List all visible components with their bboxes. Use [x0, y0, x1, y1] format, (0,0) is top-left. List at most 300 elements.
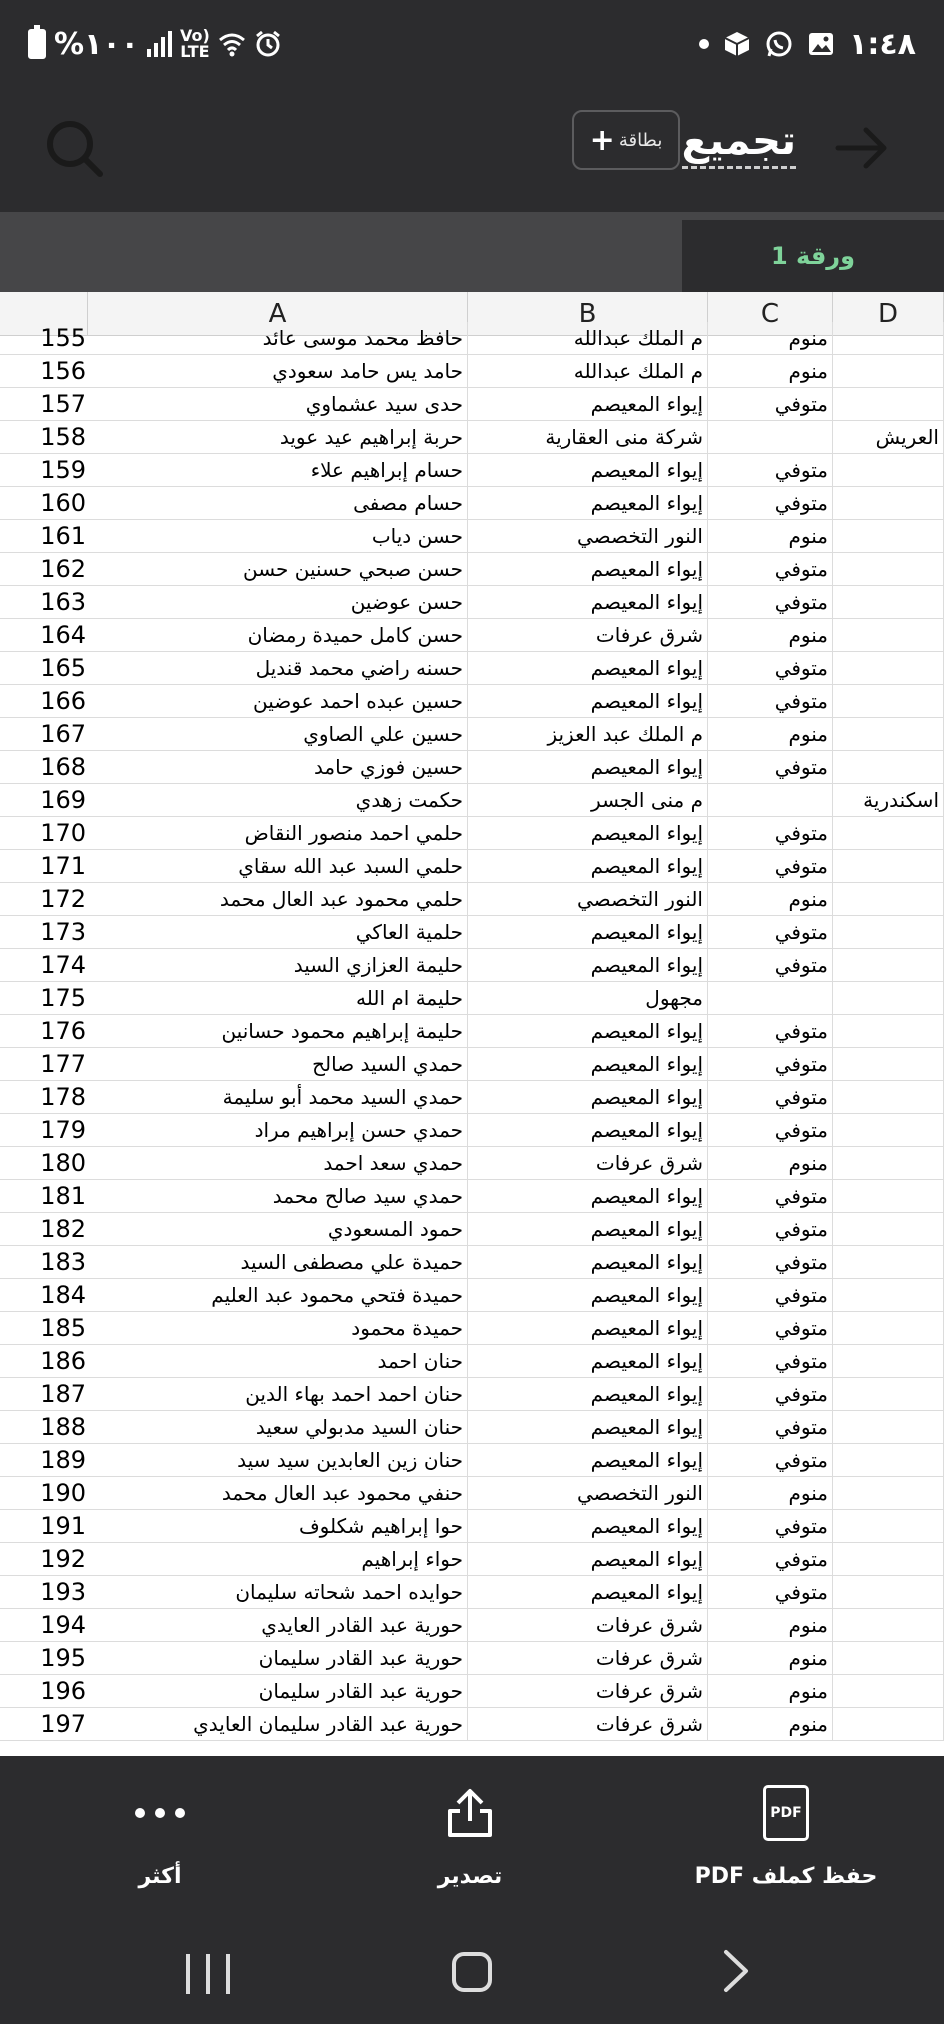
table-row [0, 652, 944, 685]
spreadsheet-grid[interactable] [0, 292, 944, 1756]
cell-b[interactable]: إيواء المعيصم [468, 1444, 708, 1477]
cell-c[interactable]: منوم [708, 355, 833, 388]
cell-c[interactable]: منوم [708, 619, 833, 652]
cell-a[interactable]: حمدي سعد احمد [88, 1147, 468, 1180]
table-row [0, 1576, 944, 1609]
cell-b[interactable]: إيواء المعيصم [468, 1081, 708, 1114]
cell-a[interactable]: حافظ محمد موسى عائد [88, 322, 468, 355]
cell-d[interactable] [833, 388, 944, 421]
row-number[interactable]: 159 [0, 454, 88, 487]
row-number[interactable]: 196 [0, 1675, 88, 1708]
cell-c[interactable]: منوم [708, 520, 833, 553]
table-row [0, 784, 944, 817]
cell-a[interactable]: حسن عوضين [88, 586, 468, 619]
cell-b[interactable]: النور التخصصي [468, 520, 708, 553]
cell-c[interactable]: متوفي [708, 1048, 833, 1081]
cell-d[interactable] [833, 751, 944, 784]
table-row [0, 1345, 944, 1378]
cell-d[interactable] [833, 1609, 944, 1642]
row-number[interactable]: 155 [0, 322, 88, 355]
pdf-file-icon: PDF [763, 1785, 809, 1841]
table-row [0, 883, 944, 916]
table-row [0, 322, 944, 355]
cell-d[interactable] [833, 322, 944, 355]
cell-b[interactable]: شركة منى العقارية [468, 421, 708, 454]
row-number[interactable]: 168 [0, 751, 88, 784]
table-row [0, 949, 944, 982]
cell-d[interactable] [833, 1147, 944, 1180]
status-right [699, 24, 916, 64]
row-number[interactable]: 193 [0, 1576, 88, 1609]
battery-percent: %١٠٠ [54, 26, 139, 62]
cell-b[interactable]: شرق عرفات [468, 1675, 708, 1708]
cell-b[interactable]: إيواء المعيصم [468, 388, 708, 421]
column-header-c[interactable]: C [708, 292, 833, 336]
cell-a[interactable]: حكمت زهدي [88, 784, 468, 817]
cell-c[interactable] [708, 421, 833, 454]
page-title[interactable]: تجميع [682, 116, 796, 169]
cell-b[interactable]: إيواء المعيصم [468, 1345, 708, 1378]
arrow-right-icon[interactable] [830, 116, 894, 180]
cell-b[interactable]: شرق عرفات [468, 1147, 708, 1180]
cell-b[interactable]: إيواء المعيصم [468, 1543, 708, 1576]
table-row [0, 718, 944, 751]
table-row [0, 1378, 944, 1411]
cell-a[interactable]: حلمي احمد منصور النقاض [88, 817, 468, 850]
cell-d[interactable] [833, 1477, 944, 1510]
cell-a[interactable]: حورية عبد القادر سليمان [88, 1675, 468, 1708]
row-number[interactable]: 184 [0, 1279, 88, 1312]
row-number[interactable]: 161 [0, 520, 88, 553]
more-dots-icon [135, 1808, 185, 1818]
table-row [0, 1246, 944, 1279]
plus-icon: + [589, 122, 615, 158]
table-row [0, 850, 944, 883]
cell-c[interactable]: متوفي [708, 751, 833, 784]
table-row [0, 751, 944, 784]
row-number[interactable]: 186 [0, 1345, 88, 1378]
cell-c[interactable]: متوفي [708, 1543, 833, 1576]
cell-a[interactable]: حنان احمد احمد بهاء الدين [88, 1378, 468, 1411]
battery-icon [28, 29, 46, 59]
cell-d[interactable] [833, 1675, 944, 1708]
row-number[interactable]: 176 [0, 1015, 88, 1048]
row-number[interactable]: 195 [0, 1642, 88, 1675]
table-row [0, 1279, 944, 1312]
cell-c[interactable]: متوفي [708, 1444, 833, 1477]
cell-c[interactable]: متوفي [708, 1345, 833, 1378]
cell-d[interactable] [833, 1543, 944, 1576]
row-number[interactable]: 197 [0, 1708, 88, 1741]
table-row [0, 817, 944, 850]
row-number[interactable]: 172 [0, 883, 88, 916]
table-row [0, 685, 944, 718]
home-icon[interactable] [452, 1952, 492, 1992]
wifi-icon [218, 30, 246, 58]
cell-c[interactable]: متوفي [708, 1246, 833, 1279]
alarm-icon [254, 30, 282, 58]
cell-b[interactable]: إيواء المعيصم [468, 1246, 708, 1279]
more-label: أكثر [138, 1864, 182, 1889]
cell-c[interactable] [708, 784, 833, 817]
cell-a[interactable]: حسن دياب [88, 520, 468, 553]
cell-d[interactable] [833, 1114, 944, 1147]
cell-b[interactable]: إيواء المعيصم [468, 1015, 708, 1048]
table-row [0, 1708, 944, 1741]
sheet-tab-bar [0, 212, 944, 292]
notification-dot-icon [699, 39, 709, 49]
row-number[interactable]: 177 [0, 1048, 88, 1081]
column-header-a[interactable]: A [88, 292, 468, 336]
clock: ١:٤٨ [849, 26, 916, 62]
cell-b[interactable]: إيواء المعيصم [468, 916, 708, 949]
cell-b[interactable]: شرق عرفات [468, 1642, 708, 1675]
row-number[interactable]: 185 [0, 1312, 88, 1345]
cell-d[interactable] [833, 1510, 944, 1543]
cell-a[interactable]: حلمي محمود عبد العال محمد [88, 883, 468, 916]
cell-a[interactable]: حسين عبده احمد عوضين [88, 685, 468, 718]
cell-b[interactable]: إيواء المعيصم [468, 817, 708, 850]
cell-d[interactable] [833, 1015, 944, 1048]
cell-d[interactable] [833, 1279, 944, 1312]
table-row [0, 1642, 944, 1675]
cell-c[interactable]: متوفي [708, 850, 833, 883]
cell-b[interactable]: إيواء المعيصم [468, 1576, 708, 1609]
table-row [0, 388, 944, 421]
cell-a[interactable]: حوايده احمد شحاته سليمان [88, 1576, 468, 1609]
cell-b[interactable]: إيواء المعيصم [468, 586, 708, 619]
cell-d[interactable] [833, 553, 944, 586]
cell-b[interactable]: إيواء المعيصم [468, 1180, 708, 1213]
cell-d[interactable] [833, 355, 944, 388]
row-number[interactable]: 182 [0, 1213, 88, 1246]
table-row [0, 916, 944, 949]
cell-c[interactable]: متوفي [708, 1180, 833, 1213]
app-header [0, 88, 944, 212]
cell-c[interactable]: متوفي [708, 586, 833, 619]
tab-sheet-1[interactable]: ورقة 1 [682, 220, 944, 292]
cell-a[interactable]: حوا إبراهيم شكلوف [88, 1510, 468, 1543]
row-number[interactable]: 169 [0, 784, 88, 817]
cell-a[interactable]: حنفي محمود عبد العال محمد [88, 1477, 468, 1510]
table-row [0, 1048, 944, 1081]
status-bar [0, 0, 944, 88]
cell-c[interactable]: منوم [708, 1642, 833, 1675]
cell-a[interactable]: حسام إبراهيم علاء [88, 454, 468, 487]
cell-b[interactable]: إيواء المعيصم [468, 454, 708, 487]
row-number[interactable]: 181 [0, 1180, 88, 1213]
row-number[interactable]: 173 [0, 916, 88, 949]
cell-d[interactable] [833, 982, 944, 1015]
signal-icon [147, 31, 172, 57]
cell-d[interactable] [833, 1378, 944, 1411]
cell-b[interactable]: إيواء المعيصم [468, 1378, 708, 1411]
cell-c[interactable]: متوفي [708, 553, 833, 586]
cell-a[interactable]: حليمة العزازي السيد [88, 949, 468, 982]
cell-a[interactable]: حمدي السيد صالح [88, 1048, 468, 1081]
cell-b[interactable]: إيواء المعيصم [468, 1312, 708, 1345]
table-row [0, 1477, 944, 1510]
cell-c[interactable]: متوفي [708, 1114, 833, 1147]
row-number[interactable]: 170 [0, 817, 88, 850]
cell-a[interactable]: حميدة علي مصطفى السيد [88, 1246, 468, 1279]
cell-c[interactable]: منوم [708, 322, 833, 355]
cell-d[interactable] [833, 1642, 944, 1675]
table-row [0, 1510, 944, 1543]
cell-a[interactable]: حمدي حسن إبراهيم مراد [88, 1114, 468, 1147]
cell-d[interactable] [833, 916, 944, 949]
whatsapp-icon [765, 30, 793, 58]
bottom-toolbar [0, 1756, 944, 1916]
cell-a[interactable]: حنان السيد مدبولي سعيد [88, 1411, 468, 1444]
cell-c[interactable]: متوفي [708, 652, 833, 685]
cell-c[interactable]: منوم [708, 1609, 833, 1642]
cell-d[interactable] [833, 586, 944, 619]
cell-b[interactable]: إيواء المعيصم [468, 751, 708, 784]
cell-b[interactable]: إيواء المعيصم [468, 685, 708, 718]
row-number[interactable]: 156 [0, 355, 88, 388]
table-row [0, 1312, 944, 1345]
row-number[interactable]: 164 [0, 619, 88, 652]
search-icon[interactable] [40, 114, 108, 182]
cell-d[interactable] [833, 487, 944, 520]
cell-a[interactable]: حسام مصفى [88, 487, 468, 520]
cell-b[interactable]: إيواء المعيصم [468, 1213, 708, 1246]
cell-a[interactable]: حربة إبراهيم عيد عويد [88, 421, 468, 454]
cell-d[interactable] [833, 1345, 944, 1378]
cell-a[interactable]: حنان زين العابدين سيد سيد [88, 1444, 468, 1477]
cell-d[interactable] [833, 619, 944, 652]
save-as-pdf-label: حفظ كملف PDF [694, 1864, 878, 1889]
row-number[interactable]: 158 [0, 421, 88, 454]
cell-b[interactable]: إيواء المعيصم [468, 1411, 708, 1444]
network-indicator: Vo) LTE [180, 26, 210, 61]
row-number[interactable]: 171 [0, 850, 88, 883]
column-header-b[interactable]: B [468, 292, 708, 336]
table-row [0, 619, 944, 652]
cell-a[interactable]: حسنه راضي محمد قنديل [88, 652, 468, 685]
row-number[interactable]: 190 [0, 1477, 88, 1510]
nav-back-icon[interactable] [716, 1946, 756, 1996]
add-card-label: بطاقة [618, 129, 663, 151]
cell-c[interactable]: متوفي [708, 1015, 833, 1048]
cell-a[interactable]: حورية عبد القادر سليمان [88, 1642, 468, 1675]
cell-b[interactable]: مجهول [468, 982, 708, 1015]
cell-d[interactable] [833, 850, 944, 883]
cell-c[interactable]: متوفي [708, 949, 833, 982]
cell-a[interactable]: حليمة ام الله [88, 982, 468, 1015]
table-row [0, 355, 944, 388]
row-number[interactable]: 160 [0, 487, 88, 520]
table-row [0, 586, 944, 619]
cell-d[interactable] [833, 1048, 944, 1081]
cell-a[interactable]: حورية عبد القادر سليمان العايدي [88, 1708, 468, 1741]
cell-a[interactable]: حامد يس حامد سعودي [88, 355, 468, 388]
row-number[interactable]: 179 [0, 1114, 88, 1147]
table-row [0, 982, 944, 1015]
cell-c[interactable]: منوم [708, 718, 833, 751]
cell-a[interactable]: حدى سيد عشماوي [88, 388, 468, 421]
cell-a[interactable]: حورية عبد القادر العايدي [88, 1609, 468, 1642]
cell-c[interactable]: متوفي [708, 1576, 833, 1609]
cell-b[interactable]: إيواء المعيصم [468, 652, 708, 685]
cell-a[interactable]: حمود المسعودي [88, 1213, 468, 1246]
table-row [0, 1081, 944, 1114]
cell-b[interactable]: إيواء المعيصم [468, 1114, 708, 1147]
table-row [0, 520, 944, 553]
table-row [0, 1147, 944, 1180]
row-number[interactable]: 157 [0, 388, 88, 421]
cell-a[interactable]: حميدة محمود [88, 1312, 468, 1345]
row-number[interactable]: 189 [0, 1444, 88, 1477]
table-row [0, 1444, 944, 1477]
export-label: تصدير [437, 1864, 503, 1889]
status-left [28, 24, 282, 64]
row-number[interactable]: 178 [0, 1081, 88, 1114]
table-row [0, 1015, 944, 1048]
cell-c[interactable]: متوفي [708, 388, 833, 421]
cell-b[interactable]: شرق عرفات [468, 1708, 708, 1741]
cell-c[interactable]: متوفي [708, 454, 833, 487]
cell-a[interactable]: حمدي السيد محمد أبو سليمة [88, 1081, 468, 1114]
cell-d[interactable]: العريش [833, 421, 944, 454]
cell-d[interactable] [833, 652, 944, 685]
cell-b[interactable]: م الملك عبد العزيز [468, 718, 708, 751]
cell-b[interactable]: شرق عرفات [468, 619, 708, 652]
table-row [0, 421, 944, 454]
row-number[interactable]: 165 [0, 652, 88, 685]
cell-b[interactable]: إيواء المعيصم [468, 1279, 708, 1312]
row-number[interactable]: 175 [0, 982, 88, 1015]
row-number[interactable]: 167 [0, 718, 88, 751]
cell-c[interactable]: منوم [708, 1675, 833, 1708]
cell-d[interactable] [833, 1180, 944, 1213]
package-icon [723, 30, 751, 58]
table-row [0, 1180, 944, 1213]
cell-c[interactable] [708, 982, 833, 1015]
cell-c[interactable]: منوم [708, 1708, 833, 1741]
cell-c[interactable]: متوفي [708, 1378, 833, 1411]
row-number[interactable]: 166 [0, 685, 88, 718]
cell-a[interactable]: حميدة فتحي محمود عبد العليم [88, 1279, 468, 1312]
table-row [0, 1609, 944, 1642]
cell-b[interactable]: إيواء المعيصم [468, 487, 708, 520]
cell-a[interactable]: حواء إبراهيم [88, 1543, 468, 1576]
save-as-pdf-button[interactable] [686, 1756, 886, 1916]
cell-b[interactable]: إيواء المعيصم [468, 949, 708, 982]
cell-c[interactable]: متوفي [708, 1081, 833, 1114]
add-card-button[interactable] [572, 110, 680, 170]
cell-a[interactable]: حلمي السبد عبد الله سقاي [88, 850, 468, 883]
cell-d[interactable] [833, 1312, 944, 1345]
cell-a[interactable]: حليمة إبراهيم محمود حسانين [88, 1015, 468, 1048]
cell-d[interactable] [833, 949, 944, 982]
table-row [0, 454, 944, 487]
row-number[interactable]: 183 [0, 1246, 88, 1279]
cell-d[interactable] [833, 1081, 944, 1114]
cell-b[interactable]: م الملك عبدالله [468, 355, 708, 388]
cell-c[interactable]: متوفي [708, 1312, 833, 1345]
row-number[interactable]: 194 [0, 1609, 88, 1642]
cell-b[interactable]: إيواء المعيصم [468, 1048, 708, 1081]
cell-d[interactable] [833, 1444, 944, 1477]
row-number[interactable]: 180 [0, 1147, 88, 1180]
system-nav-bar [0, 1916, 944, 2024]
cell-b[interactable]: إيواء المعيصم [468, 850, 708, 883]
cell-c[interactable]: متوفي [708, 1213, 833, 1246]
table-row [0, 1213, 944, 1246]
cell-a[interactable]: حسين علي الصاوي [88, 718, 468, 751]
cell-c[interactable]: منوم [708, 883, 833, 916]
cell-a[interactable]: حمدي سيد صالح محمد [88, 1180, 468, 1213]
cell-d[interactable] [833, 1411, 944, 1444]
cell-d[interactable] [833, 883, 944, 916]
row-number[interactable]: 162 [0, 553, 88, 586]
cell-d[interactable] [833, 718, 944, 751]
cell-d[interactable] [833, 1213, 944, 1246]
cell-d[interactable] [833, 1246, 944, 1279]
row-number[interactable]: 188 [0, 1411, 88, 1444]
row-number[interactable]: 163 [0, 586, 88, 619]
row-number[interactable]: 187 [0, 1378, 88, 1411]
cell-d[interactable] [833, 1708, 944, 1741]
cell-a[interactable]: حسن صبحي حسنين حسن [88, 553, 468, 586]
cell-a[interactable]: حسن كامل حميدة رمضان [88, 619, 468, 652]
cell-c[interactable]: منوم [708, 1477, 833, 1510]
cell-b[interactable]: إيواء المعيصم [468, 1510, 708, 1543]
table-row [0, 487, 944, 520]
cell-c[interactable]: متوفي [708, 487, 833, 520]
table-row [0, 553, 944, 586]
table-row [0, 1411, 944, 1444]
cell-b[interactable]: شرق عرفات [468, 1609, 708, 1642]
table-row [0, 1543, 944, 1576]
cell-c[interactable]: متوفي [708, 1510, 833, 1543]
export-button[interactable] [400, 1756, 540, 1916]
cell-d[interactable] [833, 454, 944, 487]
table-row [0, 1114, 944, 1147]
gallery-icon [807, 30, 835, 58]
cell-b[interactable]: إيواء المعيصم [468, 553, 708, 586]
cell-b[interactable]: النور التخصصي [468, 883, 708, 916]
cell-d[interactable]: اسكندرية [833, 784, 944, 817]
table-row [0, 1675, 944, 1708]
cell-c[interactable]: متوفي [708, 817, 833, 850]
cell-a[interactable]: حلمية العاكي [88, 916, 468, 949]
cell-c[interactable]: منوم [708, 1147, 833, 1180]
cell-a[interactable]: حسين فوزي حامد [88, 751, 468, 784]
cell-d[interactable] [833, 817, 944, 850]
more-button[interactable] [90, 1756, 230, 1916]
row-number[interactable]: 191 [0, 1510, 88, 1543]
cell-b[interactable]: م منى الجسر [468, 784, 708, 817]
cell-c[interactable]: متوفي [708, 685, 833, 718]
column-header-d[interactable]: D [833, 292, 944, 336]
cell-d[interactable] [833, 685, 944, 718]
cell-d[interactable] [833, 520, 944, 553]
cell-a[interactable]: حنان احمد [88, 1345, 468, 1378]
cell-c[interactable]: متوفي [708, 916, 833, 949]
cell-c[interactable]: متوفي [708, 1279, 833, 1312]
cell-d[interactable] [833, 1576, 944, 1609]
cell-b[interactable]: م الملك عبدالله [468, 322, 708, 355]
cell-c[interactable]: متوفي [708, 1411, 833, 1444]
cell-b[interactable]: النور التخصصي [468, 1477, 708, 1510]
row-number[interactable]: 174 [0, 949, 88, 982]
recents-icon[interactable] [186, 1954, 230, 1994]
row-number[interactable]: 192 [0, 1543, 88, 1576]
share-upload-icon [442, 1785, 498, 1841]
